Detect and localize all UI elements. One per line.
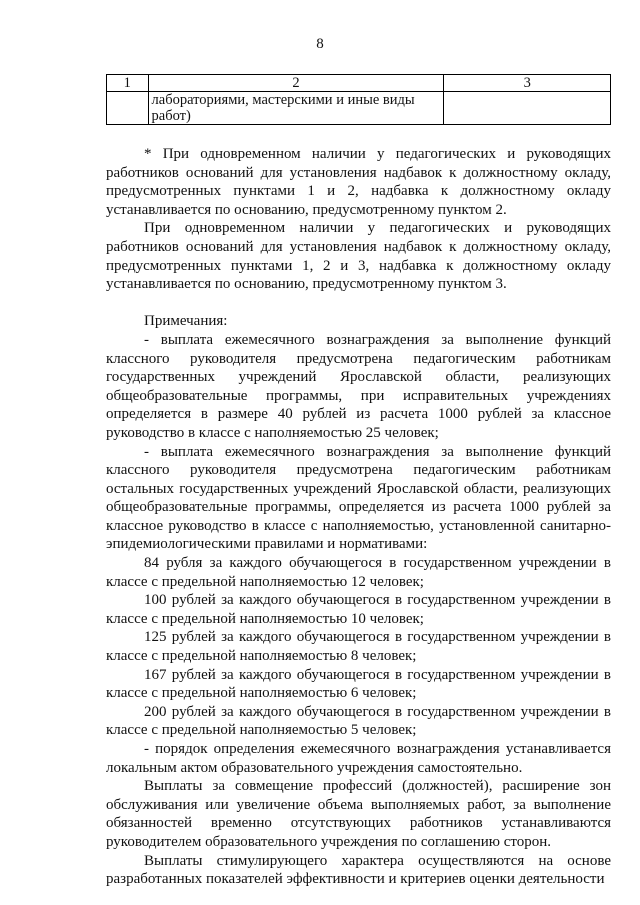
list-item: 125 рублей за каждого обучающегося в государственном учреждении в классе с предельной наполняемостью 8 человек; bbox=[106, 629, 611, 665]
paragraph: - выплата ежемесячного вознаграждения за выполнение функций классного руководителя предусмотрена педагогическим работникам государственных учреждений Ярославской области, реализующих общеобразовательные программы, при исправительных учреждениях определяется в размере 40 рублей из расчета 1000 рублей за классное руководство в классе с наполняемостью 25 человек; bbox=[106, 331, 611, 441]
table-cell bbox=[444, 92, 611, 125]
table-header-cell: 2 bbox=[148, 75, 444, 92]
table-cell: лабораториями, мастерскими и иные виды работ) bbox=[148, 92, 444, 125]
table-cell bbox=[107, 92, 149, 125]
page-number: 8 bbox=[316, 36, 324, 52]
table-header-row bbox=[107, 75, 611, 92]
paragraph: Выплаты за совмещение профессий (должностей), расширение зон обслуживания или увеличение объема выполняемых работ, за выполнение обязанностей временно отсутствующих работников устанавливаются руководителем образовательного учреждения по соглашению сторон. bbox=[106, 778, 611, 850]
table-header-cell: 1 bbox=[107, 75, 149, 92]
list-item: 167 рублей за каждого обучающегося в государственном учреждении в классе с предельной наполняемостью 6 человек; bbox=[106, 666, 611, 702]
paragraph: - порядок определения ежемесячного вознаграждения устанавливается локальным актом образовательного учреждения самостоятельно. bbox=[106, 741, 611, 776]
paragraph: При одновременном наличии у педагогических и руководящих работников оснований для установления надбавок к должностному окладу, предусмотренных пунктами 1, 2 и 3, надбавка к должностному окладу устанавливается по основанию, предусмотренному пунктом 3. bbox=[106, 220, 611, 293]
list-item: 84 рубля за каждого обучающегося в государственном учреждении в классе с предельной наполняемостью 12 человек; bbox=[106, 555, 611, 590]
list-item: 200 рублей за каждого обучающегося в государственном учреждении в классе с предельной наполняемостью 5 человек; bbox=[106, 703, 611, 739]
notes-heading: Примечания: bbox=[144, 313, 228, 330]
list-item: 100 рублей за каждого обучающегося в государственном учреждении в классе с предельной наполняемостью 10 человек; bbox=[106, 592, 611, 627]
table-fragment bbox=[106, 74, 611, 125]
paragraph: * При одновременном наличии у педагогических и руководящих работников оснований для установления надбавок к должностному окладу, предусмотренных пунктами 1 и 2, надбавка к должностному окладу устанавливается по основанию, предусмотренному пунктом 2. bbox=[106, 146, 611, 218]
table-row bbox=[107, 92, 611, 125]
table-header-cell: 3 bbox=[444, 75, 611, 92]
paragraph: - выплата ежемесячного вознаграждения за выполнение функций классного руководителя предусмотрена педагогическим работникам остальных государственных учреждений Ярославской области, реализующих общеобразовательные программы, определяется из расчета 1000 рублей за классное руководство в классе с наполняемостью, установленной санитарно-эпидемиологическими правилами и нормативами: bbox=[106, 443, 611, 553]
body-text bbox=[106, 145, 611, 889]
paragraph: Выплаты стимулирующего характера осуществляются на основе разработанных показателей эффективности и критериев оценки деятельности bbox=[106, 852, 611, 888]
